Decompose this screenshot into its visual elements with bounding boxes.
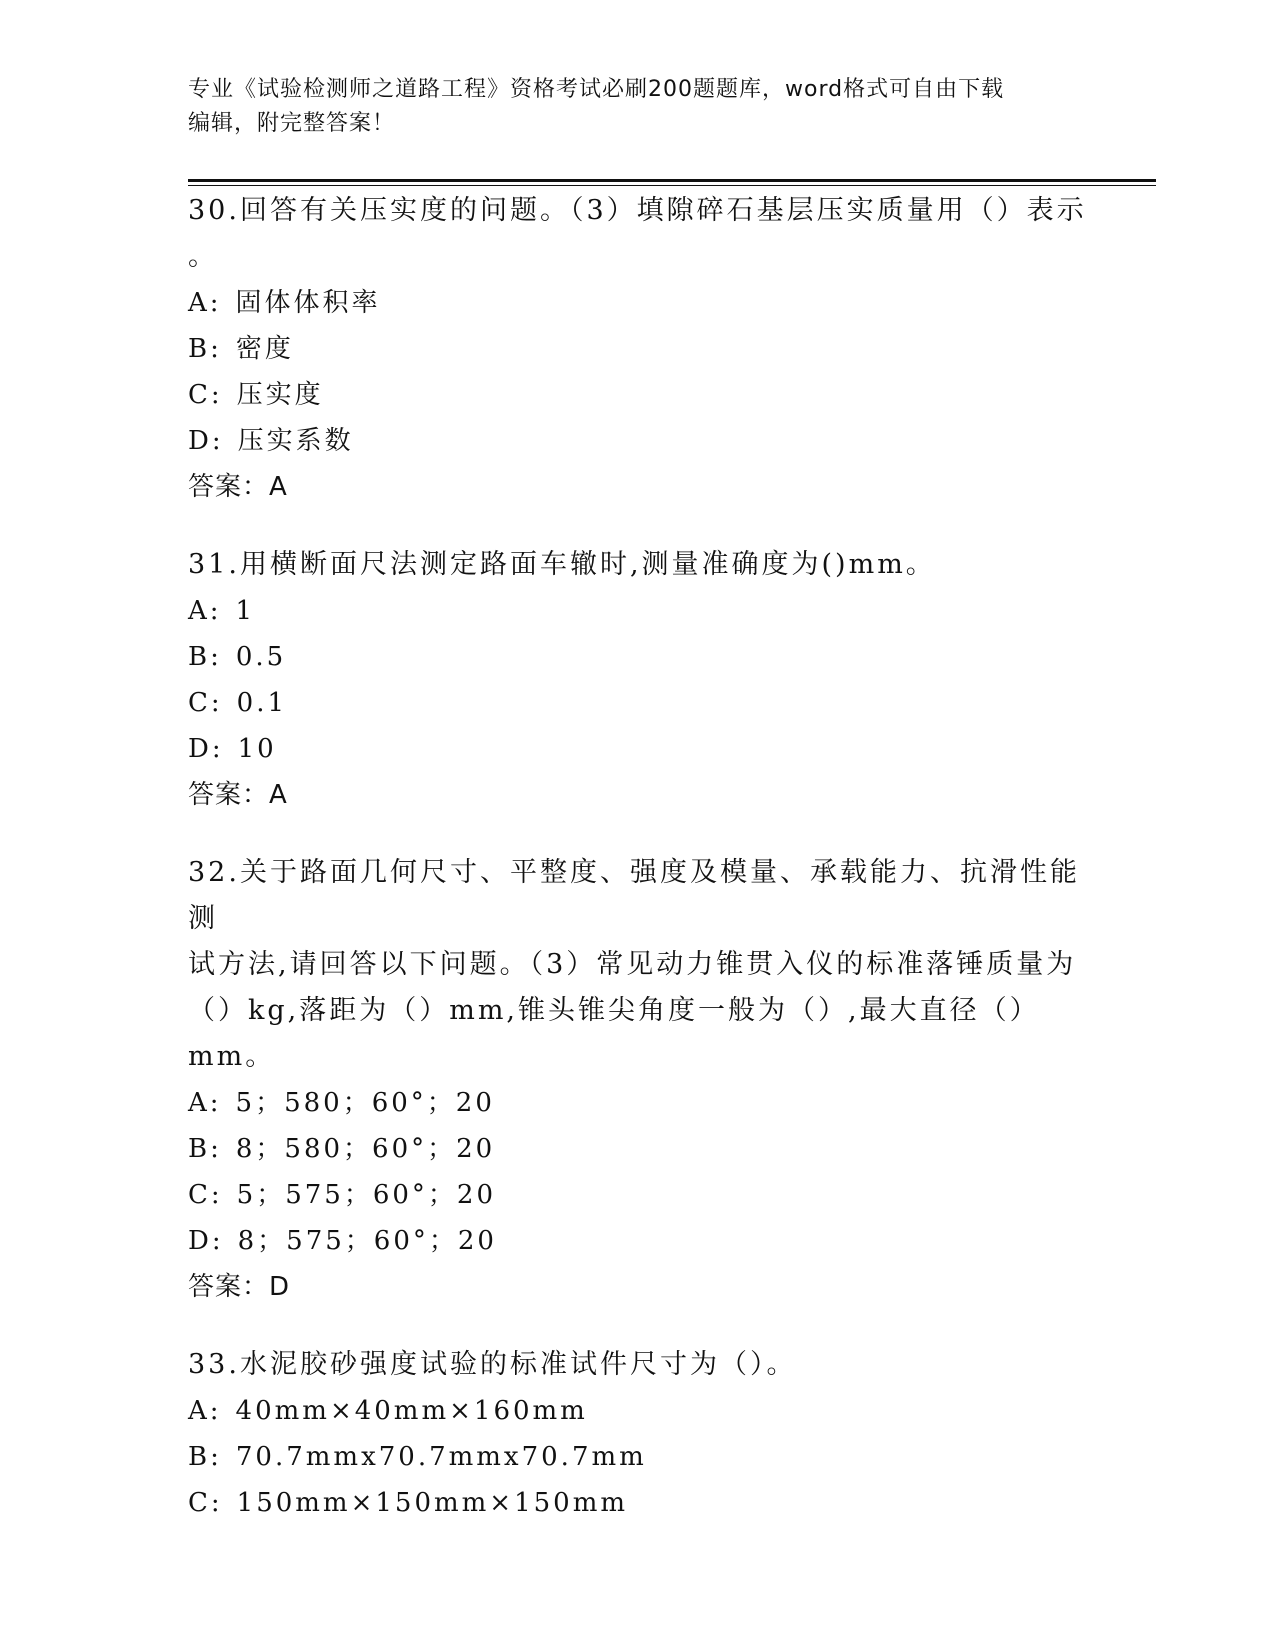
option-text: 0.1 [236,688,288,718]
question-list [188,188,1088,1558]
option-letter: A: [188,596,222,626]
answer-option [188,588,1088,634]
answer-option [188,634,1088,680]
option-text: 40mm×40mm×160mm [235,1396,588,1426]
answer-option [188,372,1088,418]
answer-option [188,418,1088,464]
option-letter: D: [188,1226,224,1256]
question-stem-line: 试方法,请回答以下问题。（3）常见动力锥贯入仪的标准落锤质量为 [188,949,1077,980]
option-letter: C: [188,1180,223,1210]
option-text: 8；580；60°；20 [235,1134,496,1164]
answer-option [188,326,1088,372]
answer-option [188,1480,1088,1526]
option-text: 压实度 [236,380,324,410]
header-divider-thin [188,185,1156,186]
option-text: 70.7mmx70.7mmx70.7mm [235,1442,647,1472]
option-text: 10 [237,734,277,764]
option-letter: C: [188,1488,223,1518]
answer-option [188,1172,1088,1218]
question-block [188,1342,1088,1526]
answer-option [188,1126,1088,1172]
answer-option [188,1434,1088,1480]
option-letter: B: [188,334,222,364]
option-letter: C: [188,380,223,410]
document-header [188,73,1068,141]
option-letter: A: [188,1396,222,1426]
question-block [188,850,1088,1310]
option-text: 1 [235,596,256,626]
answer-option [188,1388,1088,1434]
option-text: 8；575；60°；20 [237,1226,497,1256]
option-text: 压实系数 [237,426,354,456]
option-text: 密度 [235,334,294,364]
answer-option [188,280,1088,326]
question-stem-line: 32.关于路面几何尺寸、平整度、强度及模量、承载能力、抗滑性能测 [188,857,1080,934]
answer-key: 答案：A [188,472,288,502]
option-text: 5；575；60°；20 [236,1180,496,1210]
answer-key: 答案：D [188,1272,291,1302]
question-stem-line: 。 [188,241,218,272]
header-line-2: 编辑，附完整答案！ [188,111,396,136]
answer-option [188,1080,1088,1126]
option-letter: A: [188,288,222,318]
answer-option [188,726,1088,772]
question-stem-line: 33.水泥胶砂强度试验的标准试件尺寸为（）。 [188,1349,797,1380]
header-divider-thick [188,179,1156,182]
option-letter: C: [188,688,223,718]
answer-key: 答案：A [188,780,288,810]
option-letter: A: [188,1088,222,1118]
question-stem-line: 30.回答有关压实度的问题。（3）填隙碎石基层压实质量用（）表示 [188,195,1087,226]
option-letter: D: [188,426,224,456]
answer-option [188,680,1088,726]
answer-option [188,1218,1088,1264]
question-block [188,188,1088,510]
option-text: 固体体积率 [235,288,381,318]
option-text: 0.5 [235,642,287,672]
option-text: 150mm×150mm×150mm [236,1488,629,1518]
option-letter: B: [188,642,222,672]
option-letter: B: [188,1442,222,1472]
option-text: 5；580；60°；20 [235,1088,495,1118]
option-letter: B: [188,1134,222,1164]
question-stem-line: 31.用横断面尺法测定路面车辙时,测量准确度为()mm。 [188,549,936,580]
question-block [188,542,1088,818]
option-letter: D: [188,734,224,764]
question-stem-line: （）kg,落距为（）mm,锥头锥尖角度一般为（）,最大直径（）mm。 [188,995,1040,1072]
header-line-1: 专业《试验检测师之道路工程》资格考试必刷200题题库，word格式可自由下载 [188,77,1005,102]
